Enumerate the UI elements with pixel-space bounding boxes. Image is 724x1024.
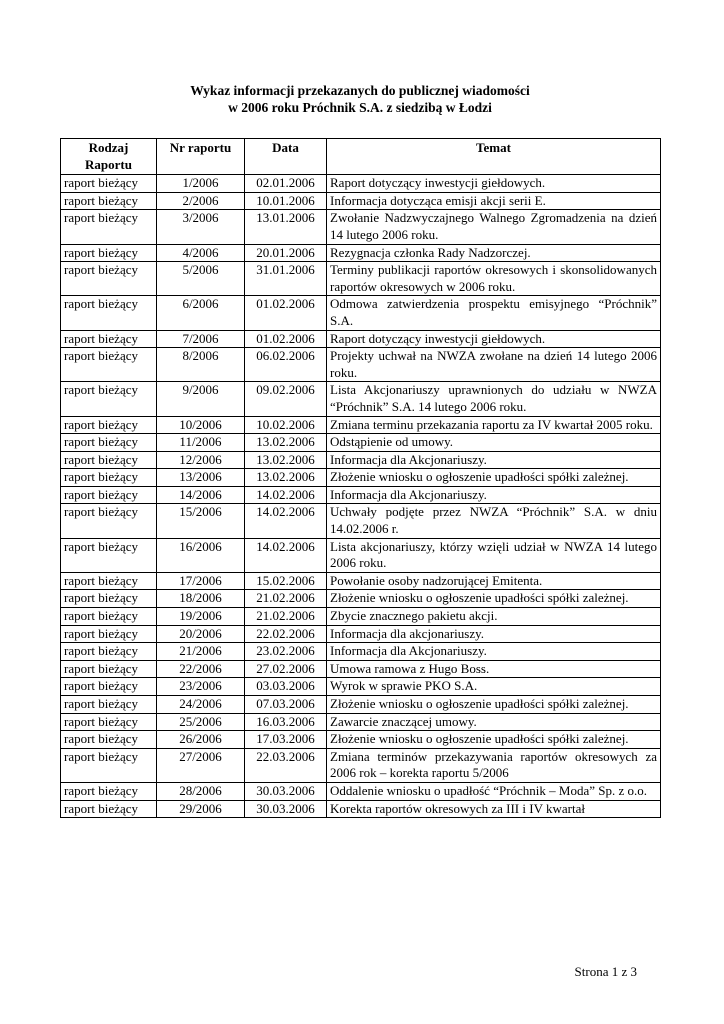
date-cell: 22.02.2006 (245, 625, 327, 643)
subject-cell: Lista Akcjonariuszy uprawnionych do udziału w NWZA “Próchnik” S.A. 14 lutego 2006 roku. (327, 382, 661, 416)
report-type-cell: raport bieżący (61, 451, 157, 469)
subject-cell: Informacja dla Akcjonariuszy. (327, 451, 661, 469)
report-type-cell: raport bieżący (61, 348, 157, 382)
table-row (61, 416, 661, 434)
report-number-cell: 26/2006 (157, 731, 245, 749)
table-row (61, 643, 661, 661)
report-number-cell: 20/2006 (157, 625, 245, 643)
report-number-cell: 16/2006 (157, 538, 245, 572)
subject-cell: Złożenie wniosku o ogłoszenie upadłości spółki zależnej. (327, 469, 661, 487)
table-row (61, 451, 661, 469)
report-number-cell: 4/2006 (157, 244, 245, 262)
report-type-cell: raport bieżący (61, 296, 157, 330)
header-date: Data (245, 139, 327, 175)
table-row (61, 210, 661, 244)
report-number-cell: 25/2006 (157, 713, 245, 731)
subject-cell: Informacja dla Akcjonariuszy. (327, 643, 661, 661)
table-row (61, 572, 661, 590)
report-type-cell: raport bieżący (61, 210, 157, 244)
date-cell: 23.02.2006 (245, 643, 327, 661)
report-number-cell: 18/2006 (157, 590, 245, 608)
report-number-cell: 5/2006 (157, 262, 245, 296)
date-cell: 03.03.2006 (245, 678, 327, 696)
subject-cell: Zmiana terminu przekazania raportu za IV kwartał 2005 roku. (327, 416, 661, 434)
date-cell: 01.02.2006 (245, 330, 327, 348)
report-type-cell: raport bieżący (61, 572, 157, 590)
date-cell: 21.02.2006 (245, 590, 327, 608)
date-cell: 14.02.2006 (245, 486, 327, 504)
report-number-cell: 3/2006 (157, 210, 245, 244)
subject-cell: Informacja dla akcjonariuszy. (327, 625, 661, 643)
table-row (61, 175, 661, 193)
header-report-type: Rodzaj Raportu (61, 139, 157, 175)
subject-cell: Złożenie wniosku o ogłoszenie upadłości spółki zależnej. (327, 590, 661, 608)
report-number-cell: 2/2006 (157, 192, 245, 210)
date-cell: 20.01.2006 (245, 244, 327, 262)
report-type-cell: raport bieżący (61, 244, 157, 262)
date-cell: 06.02.2006 (245, 348, 327, 382)
table-row (61, 731, 661, 749)
date-cell: 13.01.2006 (245, 210, 327, 244)
table-row (61, 800, 661, 818)
date-cell: 30.03.2006 (245, 782, 327, 800)
report-type-cell: raport bieżący (61, 382, 157, 416)
page-number: Strona 1 z 3 (574, 964, 637, 979)
date-cell: 27.02.2006 (245, 660, 327, 678)
table-row (61, 244, 661, 262)
subject-cell: Oddalenie wniosku o upadłość “Próchnik – Moda” Sp. z o.o. (327, 782, 661, 800)
header-report-number: Nr raportu (157, 139, 245, 175)
date-cell: 21.02.2006 (245, 608, 327, 626)
report-number-cell: 29/2006 (157, 800, 245, 818)
table-header-row (61, 139, 661, 175)
subject-cell: Odstąpienie od umowy. (327, 434, 661, 452)
date-cell: 10.02.2006 (245, 416, 327, 434)
subject-cell: Wyrok w sprawie PKO S.A. (327, 678, 661, 696)
reports-table (60, 138, 661, 818)
report-type-cell: raport bieżący (61, 800, 157, 818)
subject-cell: Zbycie znacznego pakietu akcji. (327, 608, 661, 626)
date-cell: 13.02.2006 (245, 451, 327, 469)
date-cell: 13.02.2006 (245, 469, 327, 487)
report-type-cell: raport bieżący (61, 608, 157, 626)
report-type-cell: raport bieżący (61, 434, 157, 452)
report-number-cell: 9/2006 (157, 382, 245, 416)
title-line-1: Wykaz informacji przekazanych do publicznej wiadomości (190, 83, 530, 98)
report-number-cell: 7/2006 (157, 330, 245, 348)
date-cell: 13.02.2006 (245, 434, 327, 452)
date-cell: 17.03.2006 (245, 731, 327, 749)
report-number-cell: 8/2006 (157, 348, 245, 382)
subject-cell: Odmowa zatwierdzenia prospektu emisyjnego “Próchnik” S.A. (327, 296, 661, 330)
date-cell: 30.03.2006 (245, 800, 327, 818)
report-number-cell: 21/2006 (157, 643, 245, 661)
table-row (61, 469, 661, 487)
document-title (60, 82, 660, 116)
table-row (61, 713, 661, 731)
table-row (61, 486, 661, 504)
report-number-cell: 10/2006 (157, 416, 245, 434)
date-cell: 14.02.2006 (245, 538, 327, 572)
table-row (61, 504, 661, 538)
report-type-cell: raport bieżący (61, 748, 157, 782)
header-subject: Temat (327, 139, 661, 175)
subject-cell: Rezygnacja członka Rady Nadzorczej. (327, 244, 661, 262)
table-row (61, 382, 661, 416)
table-row (61, 538, 661, 572)
subject-cell: Terminy publikacji raportów okresowych i skonsolidowanych raportów okresowych w 2006 roku. (327, 262, 661, 296)
subject-cell: Powołanie osoby nadzorującej Emitenta. (327, 572, 661, 590)
report-type-cell: raport bieżący (61, 175, 157, 193)
subject-cell: Umowa ramowa z Hugo Boss. (327, 660, 661, 678)
report-number-cell: 23/2006 (157, 678, 245, 696)
report-type-cell: raport bieżący (61, 643, 157, 661)
report-number-cell: 19/2006 (157, 608, 245, 626)
date-cell: 10.01.2006 (245, 192, 327, 210)
report-number-cell: 24/2006 (157, 696, 245, 714)
date-cell: 07.03.2006 (245, 696, 327, 714)
report-number-cell: 12/2006 (157, 451, 245, 469)
report-type-cell: raport bieżący (61, 625, 157, 643)
table-row (61, 434, 661, 452)
report-number-cell: 27/2006 (157, 748, 245, 782)
date-cell: 31.01.2006 (245, 262, 327, 296)
report-type-cell: raport bieżący (61, 504, 157, 538)
report-type-cell: raport bieżący (61, 469, 157, 487)
subject-cell: Informacja dotycząca emisji akcji serii E. (327, 192, 661, 210)
table-body (61, 175, 661, 818)
report-number-cell: 15/2006 (157, 504, 245, 538)
report-type-cell: raport bieżący (61, 660, 157, 678)
report-type-cell: raport bieżący (61, 713, 157, 731)
table-row (61, 330, 661, 348)
date-cell: 22.03.2006 (245, 748, 327, 782)
table-row (61, 590, 661, 608)
report-number-cell: 28/2006 (157, 782, 245, 800)
report-number-cell: 17/2006 (157, 572, 245, 590)
date-cell: 15.02.2006 (245, 572, 327, 590)
table-row (61, 192, 661, 210)
subject-cell: Lista akcjonariuszy, którzy wzięli udział w NWZA 14 lutego 2006 roku. (327, 538, 661, 572)
table-row (61, 748, 661, 782)
report-type-cell: raport bieżący (61, 486, 157, 504)
report-type-cell: raport bieżący (61, 590, 157, 608)
report-number-cell: 6/2006 (157, 296, 245, 330)
subject-cell: Raport dotyczący inwestycji giełdowych. (327, 330, 661, 348)
table-row (61, 782, 661, 800)
date-cell: 09.02.2006 (245, 382, 327, 416)
table-row (61, 660, 661, 678)
title-line-2: w 2006 roku Próchnik S.A. z siedzibą w Łodzi (228, 100, 492, 115)
date-cell: 02.01.2006 (245, 175, 327, 193)
subject-cell: Zmiana terminów przekazywania raportów okresowych za 2006 rok – korekta raportu 5/2006 (327, 748, 661, 782)
table-row (61, 678, 661, 696)
report-number-cell: 14/2006 (157, 486, 245, 504)
table-row (61, 625, 661, 643)
subject-cell: Zawarcie znaczącej umowy. (327, 713, 661, 731)
report-type-cell: raport bieżący (61, 782, 157, 800)
report-number-cell: 1/2006 (157, 175, 245, 193)
subject-cell: Raport dotyczący inwestycji giełdowych. (327, 175, 661, 193)
subject-cell: Korekta raportów okresowych za III i IV kwartał (327, 800, 661, 818)
report-type-cell: raport bieżący (61, 696, 157, 714)
subject-cell: Informacja dla Akcjonariuszy. (327, 486, 661, 504)
date-cell: 01.02.2006 (245, 296, 327, 330)
report-number-cell: 11/2006 (157, 434, 245, 452)
date-cell: 16.03.2006 (245, 713, 327, 731)
subject-cell: Projekty uchwał na NWZA zwołane na dzień 14 lutego 2006 roku. (327, 348, 661, 382)
subject-cell: Złożenie wniosku o ogłoszenie upadłości spółki zależnej. (327, 696, 661, 714)
report-type-cell: raport bieżący (61, 262, 157, 296)
report-number-cell: 22/2006 (157, 660, 245, 678)
table-row (61, 296, 661, 330)
date-cell: 14.02.2006 (245, 504, 327, 538)
subject-cell: Uchwały podjęte przez NWZA “Próchnik” S.A. w dniu 14.02.2006 r. (327, 504, 661, 538)
report-type-cell: raport bieżący (61, 192, 157, 210)
table-row (61, 348, 661, 382)
table-row (61, 608, 661, 626)
report-type-cell: raport bieżący (61, 416, 157, 434)
subject-cell: Zwołanie Nadzwyczajnego Walnego Zgromadzenia na dzień 14 lutego 2006 roku. (327, 210, 661, 244)
table-row (61, 696, 661, 714)
report-number-cell: 13/2006 (157, 469, 245, 487)
table-row (61, 262, 661, 296)
report-type-cell: raport bieżący (61, 330, 157, 348)
report-type-cell: raport bieżący (61, 731, 157, 749)
subject-cell: Złożenie wniosku o ogłoszenie upadłości spółki zależnej. (327, 731, 661, 749)
report-type-cell: raport bieżący (61, 538, 157, 572)
report-type-cell: raport bieżący (61, 678, 157, 696)
